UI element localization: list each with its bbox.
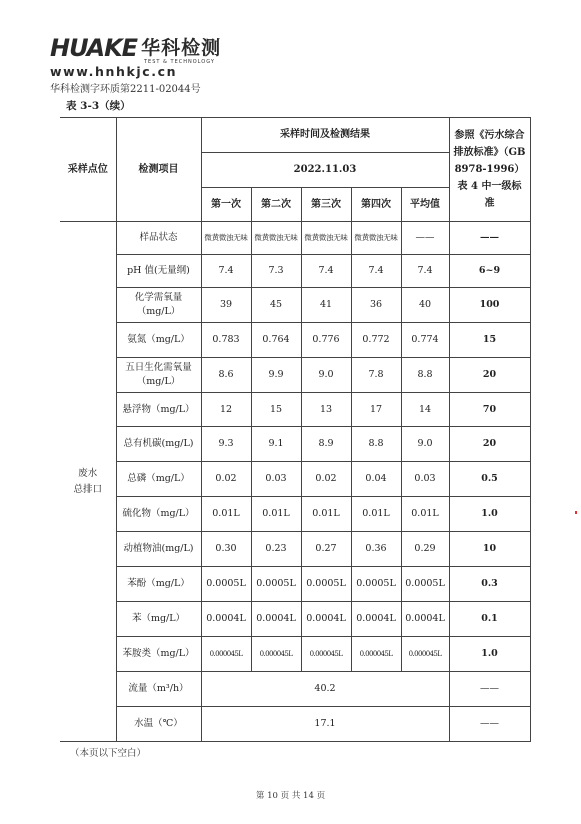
result-value: 0.01L bbox=[351, 497, 401, 532]
result-value: 17 bbox=[351, 393, 401, 427]
table-row bbox=[60, 637, 530, 672]
result-value: 0.0005L bbox=[301, 567, 351, 602]
result-value: 0.772 bbox=[351, 323, 401, 358]
result-value: 0.0004L bbox=[351, 602, 401, 637]
result-value: 7.4 bbox=[201, 255, 251, 288]
item-name: pH 值(无量纲) bbox=[116, 255, 201, 288]
standard-limit: 20 bbox=[449, 358, 530, 393]
header-standard: 参照《污水综合排放标准》（GB 8978-1996）表 4 中一级标准 bbox=[449, 118, 530, 222]
logo-url: www.hnhkjc.cn bbox=[50, 64, 178, 79]
subheader-col: 第一次 bbox=[201, 188, 251, 222]
result-value: 41 bbox=[301, 288, 351, 323]
standard-limit: 100 bbox=[449, 288, 530, 323]
standard-limit: 20 bbox=[449, 427, 530, 462]
table-row bbox=[60, 602, 530, 637]
item-name: 化学需氧量（mg/L） bbox=[116, 288, 201, 323]
result-value: 0.01L bbox=[201, 497, 251, 532]
table-row bbox=[60, 288, 530, 323]
result-value: 0.02 bbox=[301, 462, 351, 497]
result-value: 8.6 bbox=[201, 358, 251, 393]
result-value: 0.000045L bbox=[251, 637, 301, 672]
result-value: 0.783 bbox=[201, 323, 251, 358]
item-name: 水温（℃） bbox=[116, 707, 201, 742]
result-value: 0.776 bbox=[301, 323, 351, 358]
standard-limit: 0.5 bbox=[449, 462, 530, 497]
result-value: 9.3 bbox=[201, 427, 251, 462]
standard-limit: 1.0 bbox=[449, 637, 530, 672]
result-value: 7.4 bbox=[351, 255, 401, 288]
average-value: 0.29 bbox=[401, 532, 449, 567]
table-row bbox=[60, 358, 530, 393]
subheader-col: 第三次 bbox=[301, 188, 351, 222]
average-value: 0.774 bbox=[401, 323, 449, 358]
table-row bbox=[60, 532, 530, 567]
result-value: 15 bbox=[251, 393, 301, 427]
standard-limit: 0.3 bbox=[449, 567, 530, 602]
average-value: 14 bbox=[401, 393, 449, 427]
item-name: 苯酚（mg/L） bbox=[116, 567, 201, 602]
result-value: 9.1 bbox=[251, 427, 301, 462]
result-value: 7.8 bbox=[351, 358, 401, 393]
table-row bbox=[60, 222, 530, 255]
average-value: 0.01L bbox=[401, 497, 449, 532]
result-value: 微黄微浊无味 bbox=[201, 222, 251, 255]
header-time-results: 采样时间及检测结果 bbox=[201, 118, 449, 153]
result-value: 0.27 bbox=[301, 532, 351, 567]
table-row bbox=[60, 427, 530, 462]
result-value: 0.30 bbox=[201, 532, 251, 567]
subheader-col: 平均值 bbox=[401, 188, 449, 222]
logo-chinese-text: 华科检测 bbox=[141, 37, 222, 59]
table-row bbox=[60, 567, 530, 602]
result-value: 0.000045L bbox=[351, 637, 401, 672]
average-value: 0.000045L bbox=[401, 637, 449, 672]
page-number: 第 10 页 共 14 页 bbox=[255, 791, 326, 801]
result-value: 0.0005L bbox=[251, 567, 301, 602]
table-row bbox=[60, 393, 530, 427]
standard-limit: 10 bbox=[449, 532, 530, 567]
result-value: 0.000045L bbox=[301, 637, 351, 672]
result-value: 39 bbox=[201, 288, 251, 323]
item-name: 硫化物（mg/L） bbox=[116, 497, 201, 532]
standard-limit: 70 bbox=[449, 393, 530, 427]
item-name: 苯胺类（mg/L） bbox=[116, 637, 201, 672]
result-value: 45 bbox=[251, 288, 301, 323]
result-value: 0.0004L bbox=[201, 602, 251, 637]
average-value: 40 bbox=[401, 288, 449, 323]
item-name: 样品状态 bbox=[116, 222, 201, 255]
result-value: 0.0004L bbox=[251, 602, 301, 637]
item-name: 氨氮（mg/L） bbox=[116, 323, 201, 358]
table-row bbox=[60, 672, 530, 707]
result-value: 9.0 bbox=[301, 358, 351, 393]
result-value: 0.04 bbox=[351, 462, 401, 497]
standard-limit: 6~9 bbox=[449, 255, 530, 288]
table-row bbox=[60, 707, 530, 742]
results-table bbox=[60, 117, 531, 742]
result-value: 微黄微浊无味 bbox=[301, 222, 351, 255]
average-value: 9.0 bbox=[401, 427, 449, 462]
sampling-location: 废水 总排口 bbox=[60, 222, 116, 742]
subheader-col: 第四次 bbox=[351, 188, 401, 222]
company-logo bbox=[50, 36, 221, 79]
document-number: 华科检测字环质第2211-02044号 bbox=[50, 84, 201, 95]
average-value: 7.4 bbox=[401, 255, 449, 288]
result-value: 0.23 bbox=[251, 532, 301, 567]
table-row bbox=[60, 323, 530, 358]
result-value: 7.4 bbox=[301, 255, 351, 288]
table-row bbox=[60, 255, 530, 288]
table-row bbox=[60, 462, 530, 497]
result-value: 13 bbox=[301, 393, 351, 427]
standard-limit: —— bbox=[449, 707, 530, 742]
result-value: 0.0004L bbox=[301, 602, 351, 637]
average-value: 0.03 bbox=[401, 462, 449, 497]
temperature-value: 17.1 bbox=[201, 707, 449, 742]
red-mark bbox=[575, 511, 577, 514]
item-name: 流量（m³/h） bbox=[116, 672, 201, 707]
standard-limit: —— bbox=[449, 672, 530, 707]
result-value: 0.03 bbox=[251, 462, 301, 497]
result-value: 0.764 bbox=[251, 323, 301, 358]
average-value: 0.0004L bbox=[401, 602, 449, 637]
standard-limit: —— bbox=[449, 222, 530, 255]
logo-latin-text: HUAKE bbox=[50, 34, 138, 62]
result-value: 0.01L bbox=[301, 497, 351, 532]
header-date: 2022.11.03 bbox=[201, 153, 449, 188]
result-value: 0.01L bbox=[251, 497, 301, 532]
standard-limit: 0.1 bbox=[449, 602, 530, 637]
result-value: 8.8 bbox=[351, 427, 401, 462]
blank-note: （本页以下空白） bbox=[70, 748, 147, 759]
result-value: 0.000045L bbox=[201, 637, 251, 672]
result-value: 0.02 bbox=[201, 462, 251, 497]
table-title: 表 3-3（续） bbox=[66, 100, 131, 112]
logo-tagline: TEST & TECHNOLOGY bbox=[144, 59, 215, 65]
average-value: 8.8 bbox=[401, 358, 449, 393]
item-name: 悬浮物（mg/L） bbox=[116, 393, 201, 427]
result-value: 8.9 bbox=[301, 427, 351, 462]
item-name: 苯（mg/L） bbox=[116, 602, 201, 637]
table-row bbox=[60, 497, 530, 532]
header-item: 检测项目 bbox=[116, 118, 201, 222]
result-value: 12 bbox=[201, 393, 251, 427]
item-name: 五日生化需氧量（mg/L） bbox=[116, 358, 201, 393]
item-name: 总有机碳(mg/L) bbox=[116, 427, 201, 462]
standard-limit: 1.0 bbox=[449, 497, 530, 532]
result-value: 9.9 bbox=[251, 358, 301, 393]
result-value: 36 bbox=[351, 288, 401, 323]
result-value: 7.3 bbox=[251, 255, 301, 288]
subheader-col: 第二次 bbox=[251, 188, 301, 222]
flow-value: 40.2 bbox=[201, 672, 449, 707]
result-value: 微黄微浊无味 bbox=[251, 222, 301, 255]
item-name: 动植物油(mg/L) bbox=[116, 532, 201, 567]
item-name: 总磷（mg/L） bbox=[116, 462, 201, 497]
header-location: 采样点位 bbox=[60, 118, 116, 222]
result-value: 0.36 bbox=[351, 532, 401, 567]
standard-limit: 15 bbox=[449, 323, 530, 358]
result-value: 微黄微浊无味 bbox=[351, 222, 401, 255]
result-value: 0.0005L bbox=[201, 567, 251, 602]
result-value: 0.0005L bbox=[351, 567, 401, 602]
average-value: —— bbox=[401, 222, 449, 255]
average-value: 0.0005L bbox=[401, 567, 449, 602]
